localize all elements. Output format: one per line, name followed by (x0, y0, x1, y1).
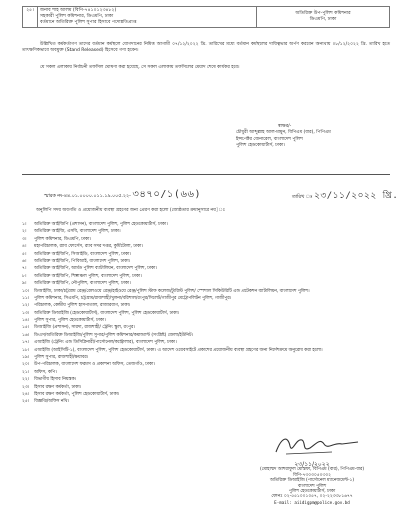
row-number: ২৫। (23, 7, 38, 28)
list-item-number: ৫। (22, 251, 27, 257)
list-item (22, 385, 392, 391)
list-item (22, 229, 392, 235)
list-item-number: ২০। (22, 362, 30, 368)
list-item (22, 237, 392, 243)
list-item (22, 281, 392, 287)
list-item-text: এআইজি (আইসিটি-১), বাংলাদেশ পুলিশ, পুলিশ হেডকোয়ার্টার্স, ঢাকা। এ আদেশ ওয়েবসাইটে প্রকাশের প্রয়োজনীয় ব্যবস্থা গ্রহণের জন্য নির্দেশক্রমে অনুরোধ করা হলো। (34, 347, 323, 353)
instruction-paragraph: উল্লিখিত কর্মকর্তাগণ তাদের বর্তমান কর্মস্থলে যোগদানের নিমিত্ত আগামী ০৭/১২/২০২২ খ্রি. তারিখের মধ্যে বর্তমান কর্মস্থলের দায়িত্বভার অর্পণ করবেন অন্যথায় ০৮/১২/২০২২ খ্রি. তারিখ হতে তাৎক্ষণিকভাবে অবমুক্ত (Stand Released) হিসেবে গণ্য হবেন। (22, 42, 390, 54)
signer-a-line: চৌধুরী আব্দুল্লাহ আল-মামুন, বিপিএম (বার), পিপিএম (236, 130, 331, 136)
list-item-text: বিজ্ঞপ্তি/অফিস নথি। (34, 399, 70, 405)
list-item-text: উপ-পরিচালক, বাংলাদেশ ফরমস ও প্রকাশনা অফিস, তেজগাঁও, ঢাকা। (34, 362, 155, 368)
list-item (22, 333, 392, 339)
signer-b-line: বিপি-৭৩০৩০৫০৩০২ (292, 472, 332, 478)
signer-b-block (232, 432, 392, 505)
list-item-text: এআইজি (ট্রেনিং এন্ড ডিসিপ্লিনারী/পার্সোনেল/কন্ট্রোলার), বাংলাদেশ পুলিশ, ঢাকা। (34, 340, 177, 346)
list-item-text: অতিরিক্ত আইজিপি (প্রশাসন), বাংলাদেশ পুলিশ, পুলিশ হেডকোয়ার্টার্স, ঢাকা। (34, 222, 168, 227)
list-item-number: ১৫। (22, 325, 30, 331)
list-item-number: ১৪। (22, 318, 30, 324)
list-item-number: ৯। (22, 281, 27, 287)
list-item-text: পরিচালক, কেন্দ্রীয় পুলিশ হাসপাতাল, রাজারবাগ, ঢাকা। (34, 303, 131, 309)
handwritten-signature (272, 432, 362, 458)
list-item (22, 325, 392, 331)
officer-line: সহকারী পুলিশ কমিশনার, ডিএমপি, ঢাকা (40, 14, 114, 19)
officer-table (22, 6, 390, 28)
signer-b-line: পুলিশ হেডকোয়ার্টার্স, ঢাকা (288, 489, 336, 495)
list-item-number: ১। (22, 222, 27, 227)
memo-number-printed: স্মারক নং-৪৪.০১.০০০০.০১১.১৯.০০৫.২২- (44, 194, 131, 199)
list-item-number: ৮। (22, 273, 27, 279)
list-item-number: ১৬। (22, 332, 30, 338)
list-item-text: পুলিশ কমিশনার, সিএমপি, চট্টগ্রাম/রাজশাহী/খুলনা/বরিশাল/রংপুর/সিলেট/গাজীপুর মেট্রোপলিটন পুলিশ, গাজীপুর। (34, 295, 232, 301)
list-item-text: পুলিশ কমিশনার, ডিএমপি, ঢাকা। (34, 236, 91, 242)
list-item-text: অতিরিক্ত আইজিপি, সিআইডি, বাংলাদেশ পুলিশ, ঢাকা। (34, 251, 131, 257)
officer-details-cell (38, 7, 257, 28)
list-item (22, 362, 392, 368)
list-item-text: হিসাব রক্ষণ কর্মকর্তা, পুলিশ হেডকোয়ার্টার্স, ঢাকা। (34, 391, 120, 397)
posting-line: ডিএমপি, ঢাকা (309, 17, 337, 22)
list-item-number: ২১। (22, 369, 30, 375)
list-item (22, 318, 392, 324)
officer-line: বর্তমানে অতিরিক্ত পুলিশ সুপার হিসাবে পদোন্নতিপ্রাপ্ত (40, 20, 137, 25)
list-item (22, 348, 392, 354)
list-item-number: ৬। (22, 258, 27, 264)
list-item (22, 244, 392, 250)
signer-b-line: (মোহাম্মদ আশরাফুল মোস্তফা, বিপিএম (বার), পিপিএম-বার) (259, 467, 365, 473)
list-item-text: মহাপরিচালক, র‍্যাব ফোর্সেস, র‍্যাব সদর দপ্তর, কুর্মিটোলা, ঢাকা। (34, 244, 144, 250)
list-item-number: ৪। (22, 244, 27, 250)
list-item-text: পুলিশ সুপার, রাজশাহী/ক্ষয়াবর। (34, 355, 89, 361)
list-item-text: বিভাগীয় হিসাব নিয়ন্ত্রক। (34, 377, 77, 383)
signer-b-line: বাংলাদেশ পুলিশ (297, 483, 327, 489)
list-item (22, 370, 392, 376)
list-item-text: অফিস, কপি। (34, 369, 57, 375)
list-item-text: অতিরিক্ত আইজিপি, নৌপুলিশ, বাংলাদেশ পুলিশ, ঢাকা। (34, 281, 131, 287)
list-item-number: ১২। (22, 303, 30, 309)
signer-b-line: ফোনঃ ০২-৫৫১০০১০৫৭, ০২-২২৩৩৮১৬৭৭ (271, 494, 353, 500)
list-item (22, 355, 392, 361)
memo-number (44, 187, 201, 204)
memo-date (292, 188, 398, 203)
list-item-number: ২৪। (22, 391, 30, 397)
list-item-number: ২। (22, 229, 27, 235)
list-item-number: ৩। (22, 236, 27, 242)
list-item (22, 222, 392, 228)
signer-a-line: ইন্সপেক্টর জেনারেল, বাংলাদেশ পুলিশ (236, 136, 303, 142)
list-item (22, 266, 392, 272)
list-item (22, 289, 392, 295)
list-item-number: ৭। (22, 266, 27, 272)
list-item-text: অতিরিক্ত আইজিপি, পিবিআই, বাংলাদেশ পুলিশ, ঢাকা। (34, 258, 131, 264)
list-item-number: ১১। (22, 295, 30, 301)
list-item-text: ডিআইজি (প্রশাসন), সারদা, রাজশাহী/ ট্রেনিং স্কুল, রংপুর। (34, 325, 135, 331)
list-item (22, 392, 392, 398)
list-item-text: পুলিশ সুপার, পুলিশ হেডকোয়ার্টার্স, ঢাকা। (34, 318, 106, 324)
list-item (22, 399, 392, 405)
list-item-text: অতিরিক্ত আইজিপি, শিল্পাঞ্চল পুলিশ, বাংলাদেশ পুলিশ, ঢাকা। (34, 273, 142, 279)
list-item-text: অতিরিক্ত আইজি, এসবি, বাংলাদেশ পুলিশ, ঢাকা। (34, 229, 121, 235)
distribution-list (22, 222, 392, 407)
list-item-number: ১৩। (22, 310, 30, 316)
signer-b-email: E-mail: aiidigpm@police.gov.bd (274, 499, 350, 505)
list-item-number: ১৯। (22, 355, 30, 361)
list-item (22, 252, 392, 258)
list-item-number: ১০। (22, 288, 30, 294)
list-item-text: হিসাব রক্ষণ কর্মকর্তা, ঢাকা। (34, 384, 82, 390)
date-label: তারিখ ঃ (292, 195, 313, 200)
list-item-number: ২৩। (22, 384, 30, 390)
posting-line: অতিরিক্ত উপ-পুলিশ কমিশনার (295, 11, 351, 16)
list-item (22, 303, 392, 309)
signer-a-line: পুলিশ হেডকোয়ার্টার্স, ঢাকা। (236, 143, 286, 149)
signed-note: স্বাক্ষর/- (278, 124, 292, 129)
signature-date: ২৩/১১/২০২২ (294, 461, 330, 468)
election-paragraph: যে সকল এলাকায় নির্বাচনী তফসিল ঘোষণা করা হয়েছে, সে সকল এলাকায় তফসিলের মেয়াদ শেষে কার্যকর হবে। (40, 65, 240, 70)
list-item-number: ১৮। (22, 347, 30, 353)
date-handwritten: ২৩/১১/২০২২ খ্রি. (314, 191, 399, 201)
list-item-text: অতিরিক্ত আইজিপি, আর্মড পুলিশ ব্যাটালিয়ন, বাংলাদেশ পুলিশ, ঢাকা। (34, 266, 157, 272)
list-item-text: ডিআইজি, ঢাকা/চট্টগ্রাম রেঞ্জ/রেলওয়ে রেঞ্জ/হাইওয়ে রেঞ্জ/পুলিশ স্টাফ কলেজ/ট্যুরিস্ট পুলিশ/ স্পেশাল সিকিউরিটি এন্ড প্রটেকশন ব্যাটালিয়ন, বাংলাদেশ পুলিশ। (34, 288, 310, 294)
officer-line: জনাব শাহ আলম (বিপি-৭৪১০১২৩৪৮২) (40, 8, 117, 13)
list-item (22, 274, 392, 280)
list-item-text: অতিরিক্ত ডিআইজি (হেডকোয়ার্টার্স), বাংলাদেশ পুলিশ, পুলিশ হেডকোয়ার্টার্স, ঢাকা। (34, 310, 180, 316)
list-item-number: ১৭। (22, 340, 30, 346)
list-item (22, 377, 392, 383)
list-item (22, 340, 392, 346)
list-item (22, 311, 392, 317)
list-item (22, 259, 392, 265)
list-item (22, 296, 392, 302)
signer-a-block (236, 124, 386, 150)
distribution-intro: অনুলিপি সদয় অবগতি ও প্রয়োজনীয় ব্যবস্থা গ্রহণের জন্য প্রেরণ করা হলো (জ্যেষ্ঠতার ক্রমানুসারে নয়)ঃ (36, 208, 226, 213)
table-row (23, 7, 390, 28)
list-item-text: ডিএস/অতিরিক্ত ডিআইজি/পুলিশ সুপার/পুলিশ কমিশনার/কমান্ড্যান্ট (সংশ্লিষ্ট) জেলা/ইউনিট। (34, 332, 193, 338)
list-item-number: ২২। (22, 377, 30, 383)
divider (22, 174, 390, 175)
signer-b-line: অতিরিক্ত ডিআইজি (পার্সোনেল ম্যানেজমেন্ট-১) (269, 478, 355, 484)
new-posting-cell (257, 7, 390, 28)
memo-number-handwritten: ৩৪৭০/১(৬৬) (132, 189, 201, 200)
list-item-number: ২৫। (22, 399, 30, 405)
